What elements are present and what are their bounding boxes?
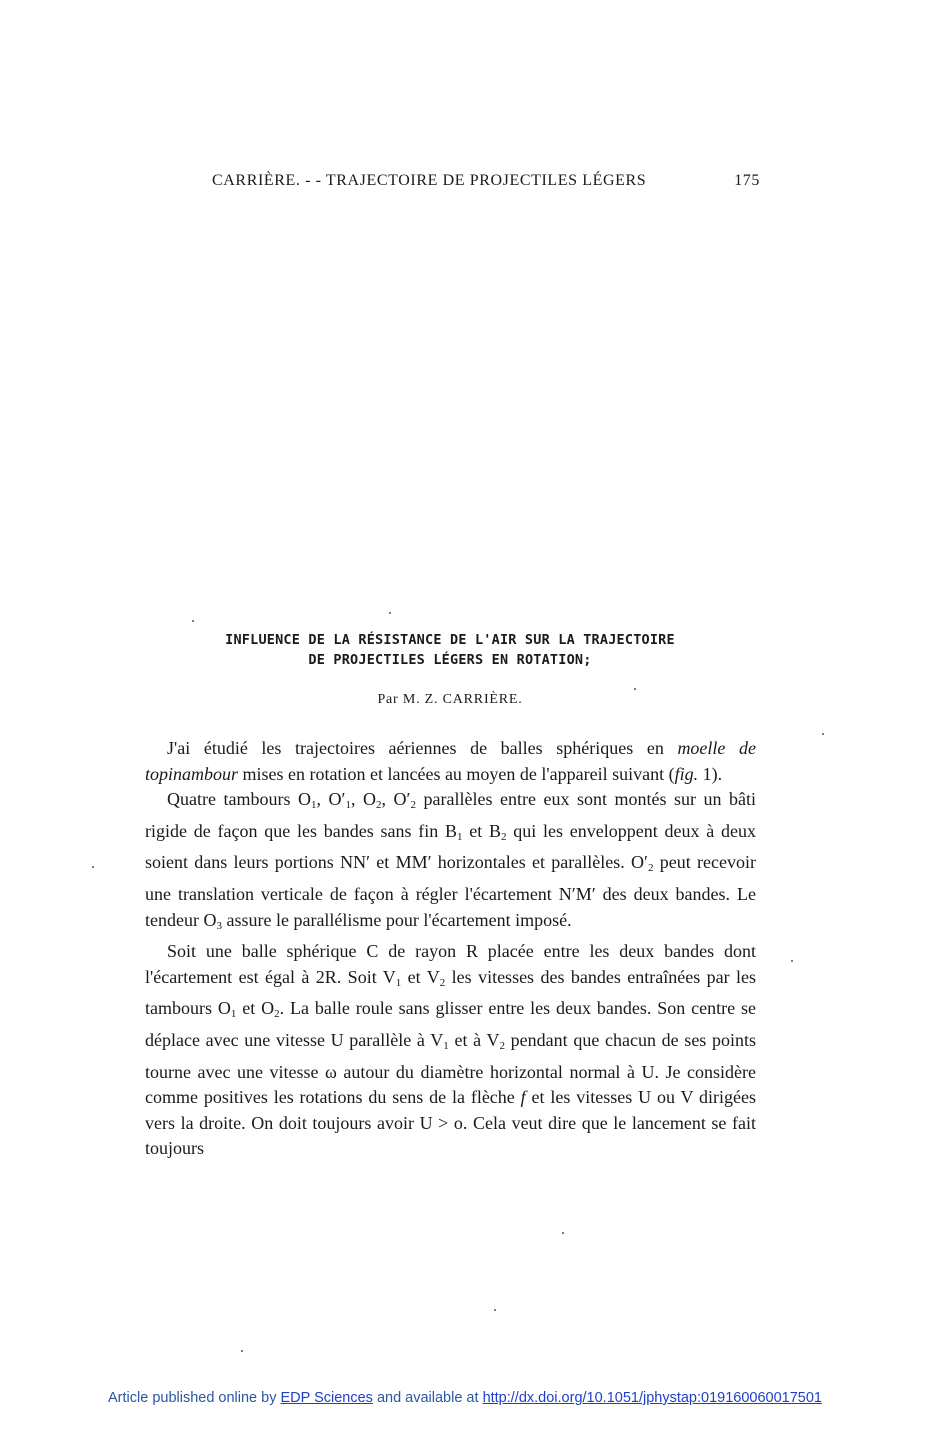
scan-speck [562, 1232, 564, 1234]
scan-speck [192, 620, 194, 622]
footer-middle: and available at [372, 1390, 483, 1406]
article-title-line-1: INFLUENCE DE LA RÉSISTANCE DE L'AIR SUR LA TRAJECTOIRE [225, 632, 675, 648]
running-head-title: CARRIÈRE. - - TRAJECTOIRE DE PROJECTILES LÉGERS [212, 172, 647, 189]
running-head [212, 172, 760, 190]
scan-speck [241, 1350, 243, 1352]
paragraph-2: Quatre tambours $O_1$, $O'_1$, $O_2$, $O'_2$ parallèles entre eux sont montés sur un bâti rigide de façon que les bandes sans fin $B_1$ et $B_2$ qui les enveloppent deux à deux soient dans leurs portions NN′ et MM′ horizontales et parallèles. $O'_2$ peut recevoir une translation verticale de façon à régler l'écartement N′M′ des deux bandes. Le tendeur $O_3$ assure le parallélisme pour l'écartement imposé. [145, 789, 757, 932]
paragraph-1: J'ai étudié les trajectoires aériennes de balles sphériques en moelle de topinambour mises en rotation et lancées au moyen de l'appareil suivant (fig. 1). [145, 738, 757, 784]
footer-prefix: Article published online by [108, 1390, 281, 1406]
publication-footer [0, 1390, 930, 1406]
page-number: 175 [734, 172, 760, 189]
article-title [150, 630, 750, 670]
article-title-line-2: DE PROJECTILES LÉGERS EN ROTATION; [308, 652, 592, 668]
doi-link[interactable]: http://dx.doi.org/10.1051/jphystap:019160060017501 [482, 1390, 822, 1406]
paragraph-3: Soit une balle sphérique C de rayon R placée entre les deux bandes dont l'écartement est égal à 2R. Soit $V_1$ et $V_2$ les vitesses des bandes entraînées par les tambours $O_1$ et $O_2$. La balle roule sans glisser entre les deux bandes. Son centre se déplace avec une vitesse U parallèle à $V_1$ et à $V_2$ pendant que chacun de ses points tourne avec une vitesse ω autour du diamètre horizontal normal à U. Je considère comme positives les rotations du sens de la flèche f et les vitesses U ou V dirigées vers la droite. On doit toujours avoir U > o. Cela veut dire que le lancement se fait toujours [145, 941, 757, 1159]
byline: Par M. Z. CARRIÈRE. [377, 692, 523, 707]
scan-speck [822, 733, 824, 735]
publisher-link[interactable]: EDP Sciences [280, 1390, 373, 1406]
scan-speck [791, 960, 793, 962]
scan-speck [634, 688, 636, 690]
scan-speck [92, 866, 94, 868]
scan-speck [389, 612, 391, 614]
scan-speck [494, 1309, 496, 1311]
body-text [145, 736, 756, 1162]
